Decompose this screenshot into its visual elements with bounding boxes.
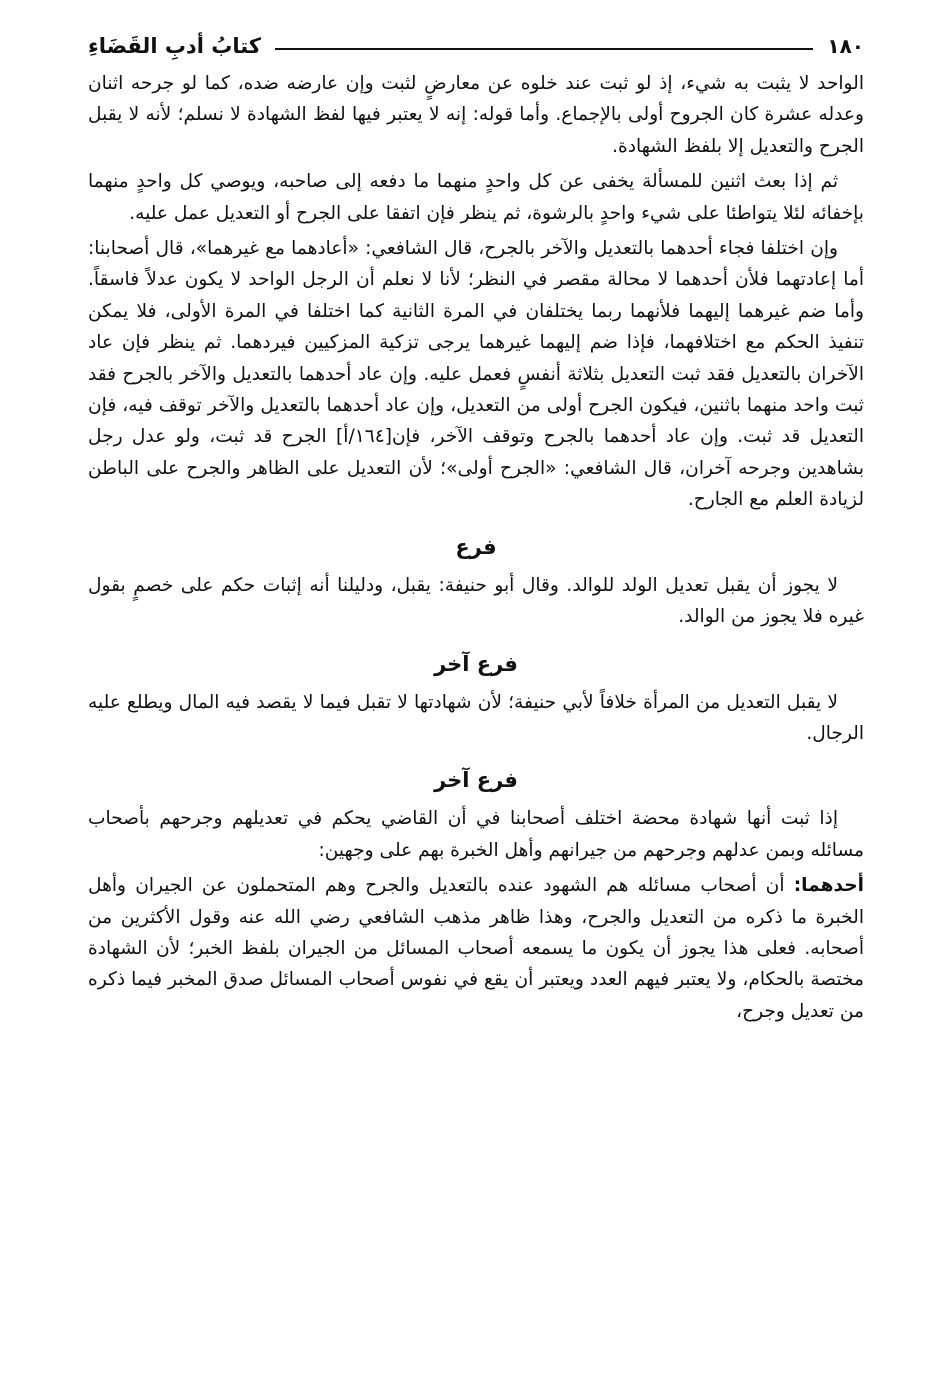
page-header xyxy=(88,24,864,68)
page-number: ١٨٠ xyxy=(827,34,864,58)
page-body xyxy=(88,68,864,1027)
header-rule xyxy=(275,48,813,50)
paragraph: لا يقبل التعديل من المرأة خلافاً لأبي حنيفة؛ لأن شهادتها لا تقبل فيما لا يقصد فيه المال ويطلع عليه الرجال. xyxy=(88,691,864,744)
book-page xyxy=(88,24,864,1031)
paragraph: وإن اختلفا فجاء أحدهما بالتعديل والآخر بالجرح، قال الشافعي: «أعادهما مع غيرهما»، قال أصحابنا: أما إعادتهما فلأن أحدهما لا محالة مقصر في النظر؛ لأنا لا نعلم أن الرجل الواحد لا يكون عدلاً فاسقاً. وأما ضم غيرهما إليهما فلأنهما ربما يختلفان في المرة الثانية كما اختلفا في المرة الأولى، فلا يمكن تنفيذ الحكم مع اختلافهما، فإذا ضم إليهما غيرهما يرجى تزكية المزكيين فيردهما. ثم ينظر فإن عاد الآخران بالتعديل فقد ثبت التعديل بثلاثة أنفسٍ فعمل عليه. وإن عاد أحدهما بالتعديل والآخر بالجرح فقد ثبت واحد منهما باثنين، فيكون الجرح أولى من التعديل، وإن عاد أحدهما بالتعديل والآخر توقف فيه، فإن التعديل قد ثبت. وإن عاد أحدهما بالجرح وتوقف الآخر، فإن[١٦٤/أ] الجرح قد ثبت، ولو عدل رجل بشاهدين وجرحه آخران، قال الشافعي: «الجرح أولى»؛ لأن التعديل على الظاهر والجرح على الباطن لزيادة العلم مع الجارح. xyxy=(88,238,864,511)
section-heading: فرع آخر xyxy=(434,768,518,793)
section-heading: فرع xyxy=(455,534,497,559)
running-title: كتابُ أدبِ القَضَاءِ xyxy=(88,34,261,58)
paragraph: إذا ثبت أنها شهادة محضة اختلف أصحابنا في أن القاضي يحكم في تعديلهم وجرحهم بأصحاب مسائله وبمن عدلهم وجرحهم من جيرانهم وأهل الخبرة بهم على وجهين: xyxy=(88,808,864,861)
paragraph-term: أحدهما: xyxy=(793,875,864,897)
paragraph: الواحد لا يثبت به شيء، إذ لو ثبت عند خلوه عن معارضٍ لثبت وإن عارضه ضده، كما لو جرحه اثنان وعدله عشرة كان الجروح أولى بالإجماع. وأما قوله: إنه لا يعتبر فيها لفظ الشهادة لا نسلم؛ لأنه لا يقبل الجرح والتعديل إلا بلفظ الشهادة. xyxy=(88,73,864,157)
section-heading: فرع آخر xyxy=(434,651,518,676)
paragraph: لا يجوز أن يقبل تعديل الولد للوالد. وقال أبو حنيفة: يقبل، ودليلنا أنه إثبات حكم على خصمٍ بقول غيره فلا يجوز من الوالد. xyxy=(88,574,864,628)
paragraph-text: أن أصحاب مسائله هم الشهود عنده بالتعديل والجرح وهم المتحملون عن الجيران وأهل الخبرة ما ذكره من التعديل والجرح، وهذا ظاهر مذهب الشافعي رضي الله عنه وقول الأكثرين من أصحابه. فعلى هذا يجوز أن يكون ما يسمعه أصحاب المسائل من الجيران بلفظ الخبر؛ لأن الشهادة مختصة بالحكام، ولا يعتبر فيهم العدد ويعتبر أن يقع في نفوس أصحاب المسائل صدق المخبر فيما ذكره من تعديل وجرح، xyxy=(88,875,864,1022)
paragraph-final xyxy=(88,870,864,1027)
paragraph: ثم إذا بعث اثنين للمسألة يخفى عن كل واحدٍ منهما ما دفعه إلى صاحبه، ويوصي كل واحدٍ منهما بإخفائه لئلا يتواطئا على شيء واحدٍ بالرشوة، ثم ينظر فإن اتفقا على الجرح أو التعديل عمل عليه. xyxy=(88,171,864,224)
